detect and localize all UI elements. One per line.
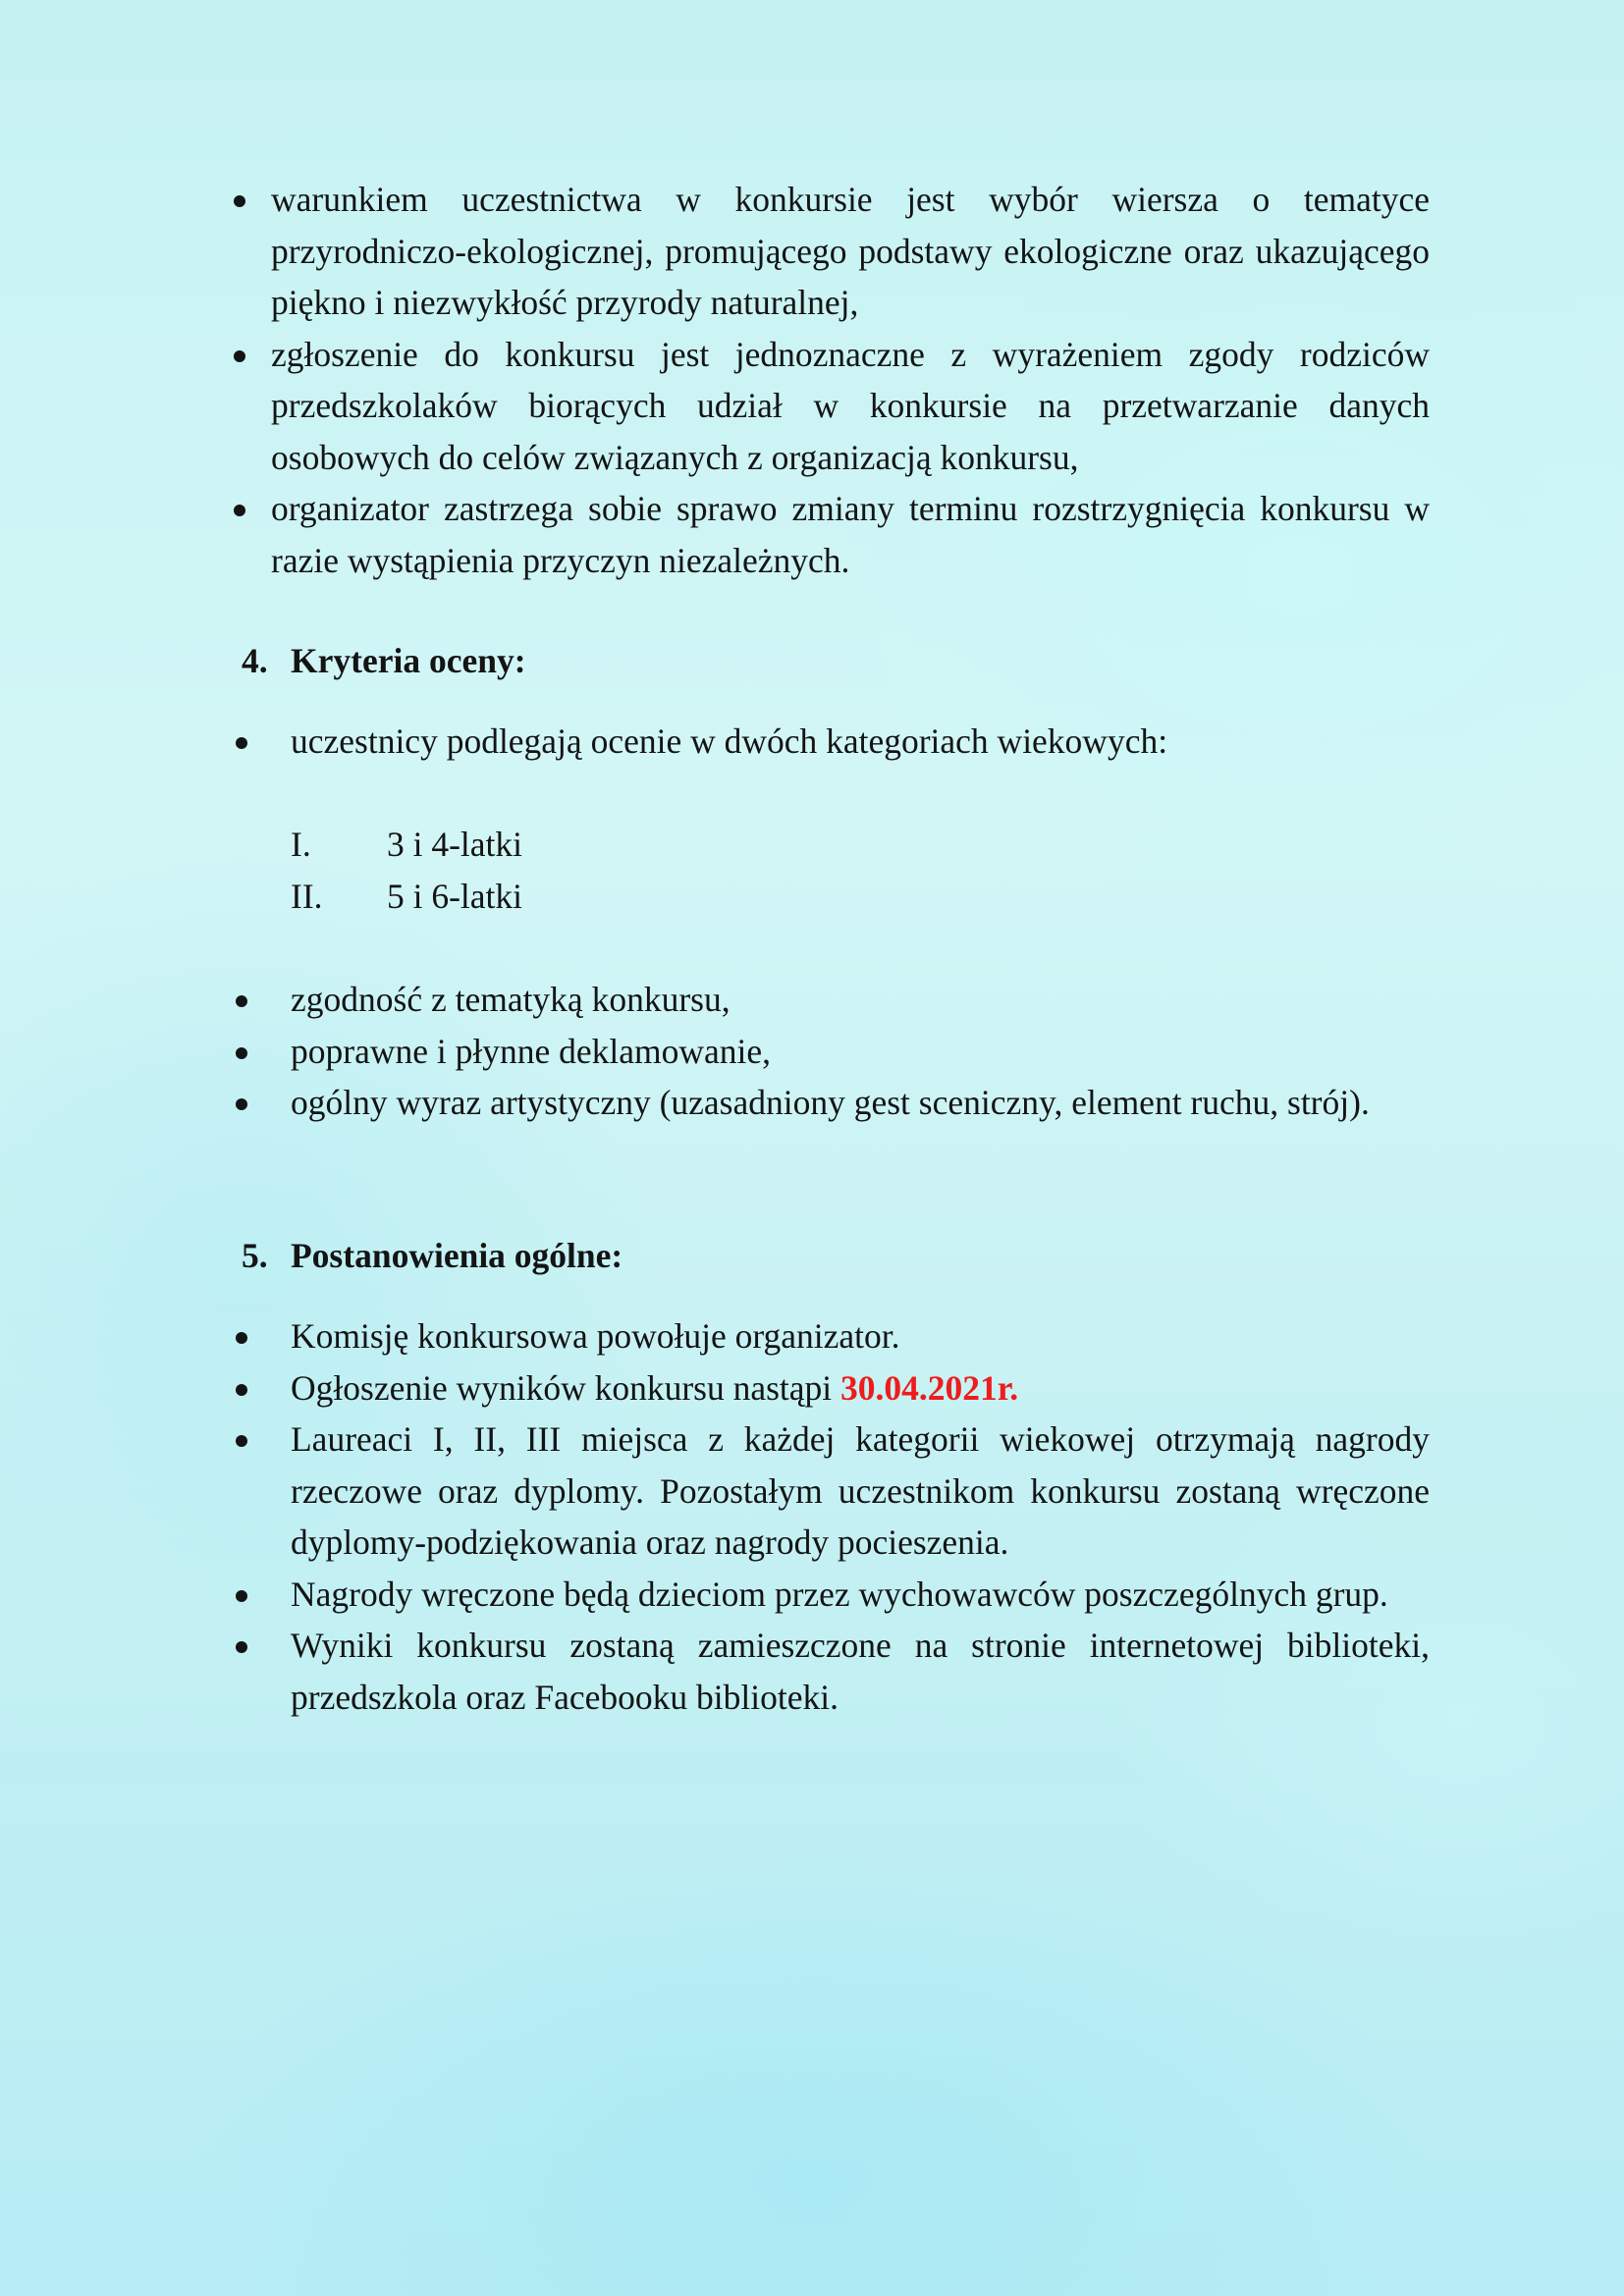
age-category-label: 3 i 4-latki — [387, 825, 523, 864]
list-item: warunkiem uczestnictwa w konkursie jest wybór wiersza o tematyce przyrodniczo-ekologicznej, promującego podstawy ekologiczne oraz ukazującego piękno i niezwykłość przyrody naturalnej, — [271, 174, 1430, 329]
list-item: Komisję konkursowa powołuje organizator. — [291, 1310, 1430, 1362]
list-item: Nagrody wręczone będą dzieciom przez wychowawców poszczególnych grup. — [291, 1569, 1430, 1621]
list-item — [291, 1362, 1430, 1415]
section-number: 4. — [242, 641, 268, 680]
provisions-list — [291, 1310, 1430, 1723]
age-category-label: 5 i 6-latki — [387, 876, 523, 916]
list-item: ogólny wyraz artystyczny (uzasadniony gest sceniczny, element ruchu, strój). — [291, 1077, 1430, 1129]
age-category-item — [291, 819, 683, 871]
section-title: Kryteria oceny: — [291, 641, 526, 680]
list-item: Wyniki konkursu zostaną zamieszczone na stronie internetowej biblioteki, przedszkola oraz Facebooku biblioteki. — [291, 1620, 1430, 1723]
section-title: Postanowienia ogólne: — [291, 1236, 623, 1275]
roman-numeral: II. — [291, 876, 323, 916]
announcement-date: 30.04.2021r. — [840, 1367, 1019, 1408]
section-heading-criteria — [242, 635, 831, 687]
criteria-intro-list — [291, 716, 1430, 768]
section-heading-general-provisions — [242, 1230, 831, 1282]
age-category-list — [291, 819, 683, 922]
list-item: uczestnicy podlegają ocenie w dwóch kategoriach wiekowych: — [291, 716, 1430, 768]
rules-list — [271, 174, 1430, 586]
list-item: poprawne i płynne deklamowanie, — [291, 1026, 1430, 1078]
age-category-item — [291, 871, 683, 923]
list-item: zgłoszenie do konkursu jest jednoznaczne z wyrażeniem zgody rodziców przedszkolaków biorących udział w konkursie na przetwarzanie danych osobowych do celów związanych z organizacją konkursu, — [271, 329, 1430, 484]
list-item: zgodność z tematyką konkursu, — [291, 974, 1430, 1026]
section-number: 5. — [242, 1236, 268, 1275]
list-item: Laureaci I, II, III miejsca z każdej kategorii wiekowej otrzymają nagrody rzeczowe oraz dyplomy. Pozostałym uczestnikom konkursu zostaną wręczone dyplomy-podziękowania oraz nagrody pocieszenia. — [291, 1414, 1430, 1569]
list-item: organizator zastrzega sobie sprawo zmiany terminu rozstrzygnięcia konkursu w razie wystąpienia przyczyn niezależnych. — [271, 483, 1430, 586]
roman-numeral: I. — [291, 825, 311, 864]
criteria-list — [291, 974, 1430, 1129]
announcement-text: Ogłoszenie wyników konkursu nastąpi — [291, 1367, 841, 1408]
